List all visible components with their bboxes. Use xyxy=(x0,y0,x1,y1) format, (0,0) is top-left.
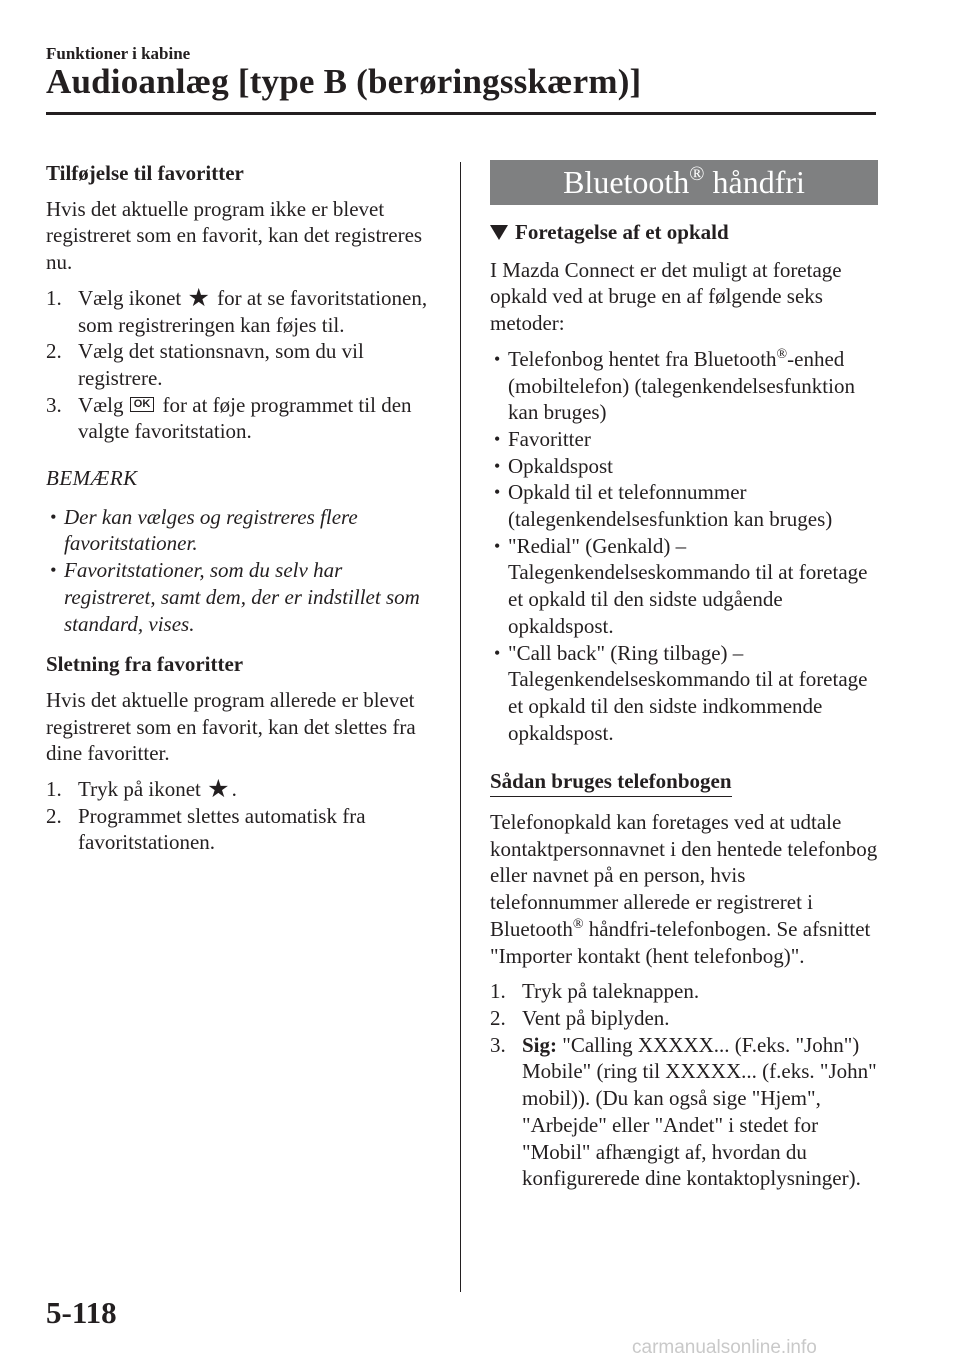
list-item: 1. Vælg ikonet ★ for at se favoritstationen, som registreringen kan føjes til. xyxy=(46,284,428,337)
bluetooth-banner: Bluetooth® håndfri xyxy=(490,160,878,205)
bullet-icon: • xyxy=(494,455,501,476)
watermark: carmanualsonline.info xyxy=(632,1337,817,1358)
add-favorites-intro: Hvis det aktuelle program ikke er blevet registreret som en favorit, kan det registreres nu. xyxy=(46,196,423,275)
step-number: 2. xyxy=(46,339,62,364)
bullet-icon: • xyxy=(494,642,501,663)
note-label: BEMÆRK xyxy=(46,466,138,491)
bullet-icon: • xyxy=(50,560,57,581)
right-column xyxy=(490,160,878,1201)
step-number: 1. xyxy=(46,777,62,802)
column-divider xyxy=(460,162,461,1292)
list-item: 3. Sig: "Calling XXXXX... (F.eks. "John") Mobile" (ring til XXXXX... (f.eks. "John" mobil)). (Du kan også sige "Hjem", "Arbejde" eller "Andet" i stedet for "Mobil" afhængigt af, hvordan du konfigurerede dine kontaktoplysninger). xyxy=(490,1032,877,1191)
make-call-intro: I Mazda Connect er det muligt at foretage opkald ved at bruge en af følgende seks metoder: xyxy=(490,257,842,336)
left-column xyxy=(46,160,438,865)
page-title: Audioanlæg [type B (berøringsskærm)] xyxy=(46,62,642,101)
page-number: 5-118 xyxy=(46,1295,117,1330)
call-methods-list xyxy=(490,346,878,747)
star-icon: ★ xyxy=(207,776,230,804)
section-label: Funktioner i kabine xyxy=(46,44,191,63)
phonebook-heading: Sådan bruges telefonbogen xyxy=(490,768,732,797)
star-icon: ★ xyxy=(187,284,210,312)
list-item: • Der kan vælges og registreres flere favoritstationer. xyxy=(50,504,358,556)
list-item: 1. Tryk på taleknappen. xyxy=(490,979,700,1004)
bullet-icon: • xyxy=(494,348,501,369)
note-list xyxy=(46,504,438,638)
say-label: Sig: xyxy=(522,1032,558,1057)
list-item: • Opkaldspost xyxy=(494,453,613,478)
bullet-icon: • xyxy=(50,506,57,527)
step-number: 2. xyxy=(490,1005,506,1030)
step-number: 1. xyxy=(46,285,62,310)
delete-favorites-heading: Sletning fra favoritter xyxy=(46,652,244,677)
step-number: 2. xyxy=(46,803,62,828)
phonebook-intro: Telefonopkald kan foretages ved at udtale kontaktpersonnavnet i den hentede telefonbog eller navnet på en person, hvis telefonnummer allerede er registreret i Bluetooth® håndfri-telefonbogen. Se afsnittet "Importer kontakt (hent telefonbog)". xyxy=(490,810,878,968)
step-number: 3. xyxy=(46,392,62,417)
registered-mark: ® xyxy=(776,346,788,362)
list-item: • Telefonbog hentet fra Bluetooth®-enhed (mobiltelefon) (talegenkendelsesfunktion kan bruges) xyxy=(494,346,855,425)
step-number: 3. xyxy=(490,1032,506,1057)
step-number: 1. xyxy=(490,979,506,1004)
phonebook-steps xyxy=(490,978,878,1192)
ok-icon: OK xyxy=(130,397,155,412)
header-divider xyxy=(46,112,876,115)
delete-favorites-steps xyxy=(46,776,438,856)
list-item: 2. Programmet slettes automatisk fra favoritstationen. xyxy=(46,803,366,855)
list-item: • Favoritter xyxy=(494,426,591,451)
list-item: • Favoritstationer, som du selv har registreret, samt dem, der er indstillet som standard, vises. xyxy=(50,558,420,636)
make-call-heading: Foretagelse af et opkald xyxy=(490,219,878,246)
list-item: 3. Vælg OK for at føje programmet til den valgte favoritstation. xyxy=(46,392,412,444)
registered-mark: ® xyxy=(572,916,584,932)
list-item: • "Redial" (Genkald) – Talegenkendelseskommando til at foretage et opkald til den sidste udgående opkaldspost. xyxy=(494,533,868,638)
registered-mark: ® xyxy=(689,163,705,185)
bullet-icon: • xyxy=(494,428,501,449)
triangle-down-icon xyxy=(490,225,508,240)
list-item: 2. Vælg det stationsnavn, som du vil registrere. xyxy=(46,339,364,390)
bullet-icon: • xyxy=(494,482,501,503)
add-favorites-steps xyxy=(46,285,438,445)
list-item: 1. Tryk på ikonet ★. xyxy=(46,776,237,804)
list-item: • Opkald til et telefonnummer (talegenkendelsesfunktion kan bruges) xyxy=(494,480,833,532)
add-favorites-heading: Tilføjelse til favoritter xyxy=(46,161,244,185)
list-item: 2. Vent på biplyden. xyxy=(490,1005,670,1030)
delete-favorites-intro: Hvis det aktuelle program allerede er blevet registreret som en favorit, kan det slettes fra dine favoritter. xyxy=(46,687,416,766)
list-item: • "Call back" (Ring tilbage) – Talegenkendelseskommando til at foretage et opkald til den sidste indkommende opkaldspost. xyxy=(494,640,868,745)
bullet-icon: • xyxy=(494,535,501,556)
